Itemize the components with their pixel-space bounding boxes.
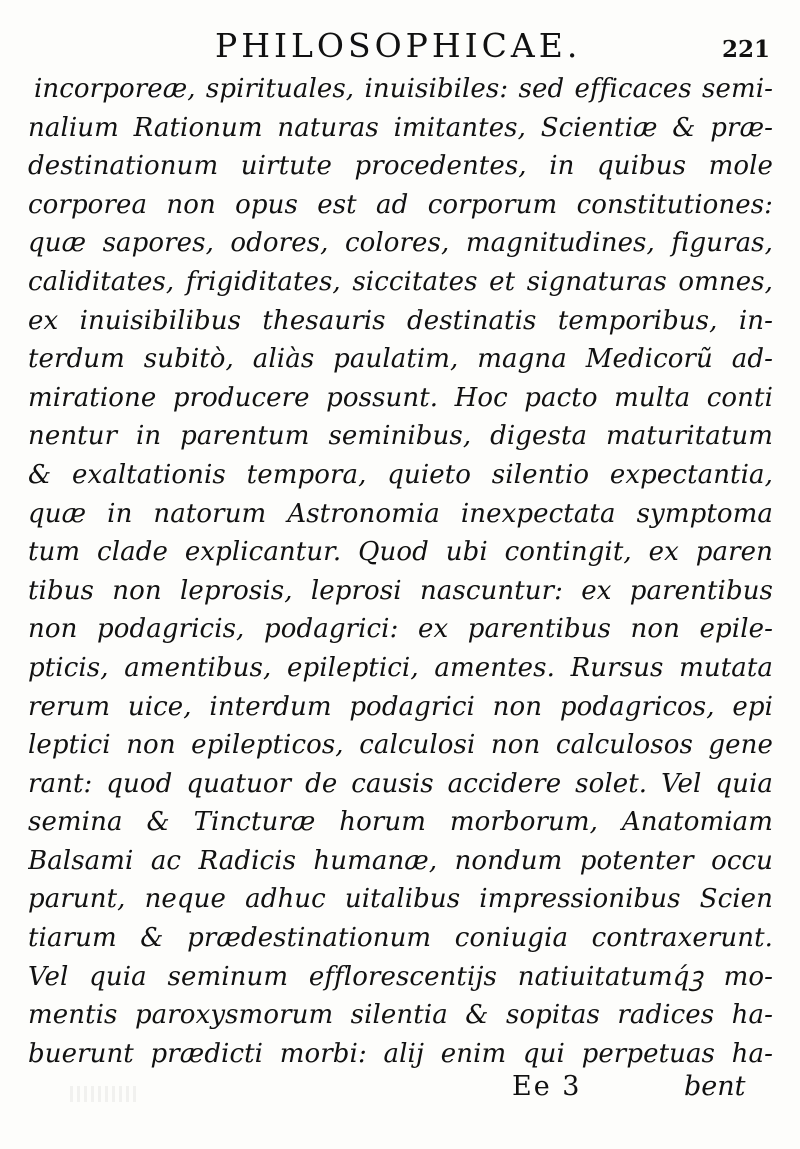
text-line: mentis paroxysmorum silentia & sopitas radices ha- bbox=[28, 1000, 773, 1031]
text-line: corporea non opus est ad corporum constitutiones: bbox=[28, 189, 773, 220]
text-line: quæ in natorum Astronomia inexpectata symptoma bbox=[28, 498, 773, 529]
text-line: Balsami ac Radicis humanæ, nondum potenter occu bbox=[28, 845, 773, 876]
text-line: ex inuisibilibus thesauris destinatis temporibus, in- bbox=[28, 305, 773, 336]
text-line: tiarum & prædestinationum coniugia contraxerunt. bbox=[28, 923, 773, 954]
text-line: semina & Tincturæ horum morborum, Anatomiam bbox=[28, 807, 773, 838]
text-line: & exaltationis tempora, quieto silentio expectantia, bbox=[28, 459, 773, 490]
text-line: leptici non epilepticos, calculosi non calculosos gene bbox=[28, 730, 773, 761]
text-line: rerum uice, interdum podagrici non podagricos, epi bbox=[28, 691, 773, 722]
text-line: quæ sapores, odores, colores, magnitudines, figuras, bbox=[28, 228, 773, 259]
page-number: 221 bbox=[722, 36, 771, 63]
text-line: caliditates, frigiditates, siccitates et signaturas omnes, bbox=[28, 266, 773, 297]
text-line: tum clade explicantur. Quod ubi contingit, ex paren bbox=[28, 537, 773, 568]
text-line: destinationum uirtute procedentes, in quibus mole bbox=[28, 151, 773, 182]
running-head-title: PHILOSOPHICAE. bbox=[215, 26, 582, 65]
text-line: nentur in parentum seminibus, digesta maturitatum bbox=[28, 421, 773, 452]
text-line: buerunt prædicti morbi: alij enim qui perpetuas ha- bbox=[28, 1038, 773, 1069]
text-line: parunt, neque adhuc uitalibus impressionibus Scien bbox=[28, 884, 773, 915]
text-line: terdum subitò, aliàs paulatim, magna Medicorũ ad- bbox=[28, 344, 773, 375]
text-line: rant: quod quatuor de causis accidere solet. Vel quia bbox=[28, 768, 773, 799]
text-line: miratione producere possunt. Hoc pacto multa conti bbox=[28, 382, 773, 413]
page-footer bbox=[0, 1069, 800, 1117]
text-line: tibus non leprosis, leprosi nascuntur: ex parentibus bbox=[28, 575, 773, 606]
body-text bbox=[28, 70, 773, 1073]
running-head bbox=[0, 26, 800, 70]
signature-mark: Ee 3 bbox=[512, 1071, 582, 1102]
catchword: bent bbox=[684, 1071, 746, 1102]
text-line: incorporeæ, spirituales, inuisibiles: sed efficaces semi- bbox=[34, 74, 773, 104]
text-line: pticis, amentibus, epileptici, amentes. Rursus mutata bbox=[28, 652, 773, 683]
text-line: Vel quia seminum efflorescentijs natiuitatumq́ꝫ mo- bbox=[28, 961, 773, 992]
text-line: nalium Rationum naturas imitantes, Scientiæ & præ- bbox=[28, 112, 773, 143]
text-line: non podagricis, podagrici: ex parentibus non epile- bbox=[28, 614, 773, 645]
